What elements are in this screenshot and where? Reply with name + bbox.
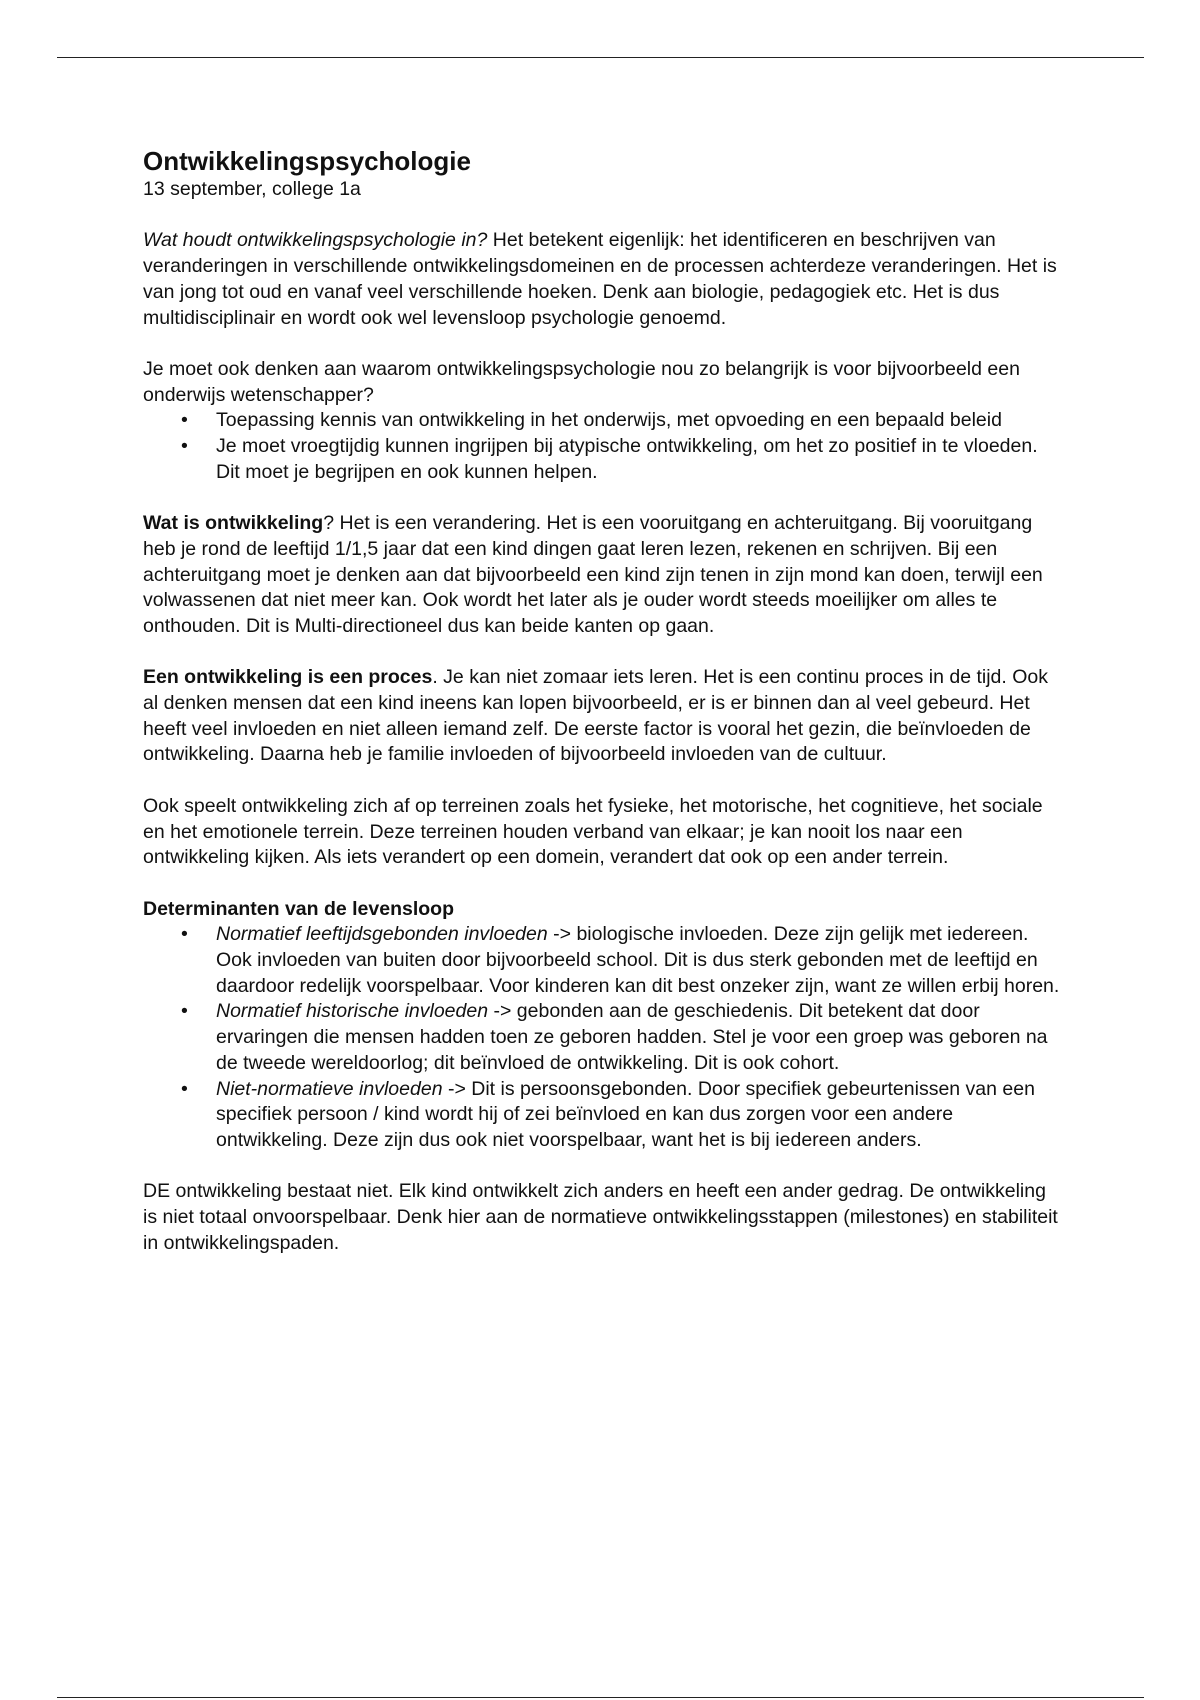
determinant-term: Niet-normatieve invloeden	[216, 1077, 443, 1100]
list-item	[143, 922, 1063, 999]
list-item	[143, 434, 1063, 485]
bullet-icon: •	[181, 1000, 188, 1023]
importance-paragraph: Je moet ook denken aan waarom ontwikkelingspsychologie nou zo belangrijk is voor bijvoorbeeld een onderwijs wetenschapper?	[143, 357, 1020, 406]
intro-paragraph	[143, 228, 1063, 331]
what-is-lead: Wat is ontwikkeling	[143, 512, 324, 535]
determinant-text: -> biologische invloeden. Deze zijn gelijk met iedereen. Ook invloeden van buiten door bijvoorbeeld school. Dit is dus sterk gebonden met de leeftijd en daardoor redelijk voorspelbaar. Voor kinderen kan dit best onzeker zijn, want ze willen erbij horen.	[216, 923, 1060, 997]
determinant-term: Normatief historische invloeden	[216, 1000, 489, 1023]
list-item-text: Je moet vroegtijdig kunnen ingrijpen bij atypische ontwikkeling, om het zo positief in te vloeden. Dit moet je begrijpen en ook kunnen helpen.	[216, 435, 1038, 483]
what-is-paragraph	[143, 511, 1063, 640]
intro-question: Wat houdt ontwikkelingspsychologie in?	[143, 229, 488, 252]
process-paragraph	[143, 665, 1063, 768]
footer-rule	[57, 1697, 1144, 1698]
list-item	[143, 1077, 1063, 1154]
document-body	[143, 145, 1063, 1282]
document-title: Ontwikkelingspsychologie	[143, 146, 471, 176]
determinants-list	[143, 922, 1063, 1153]
conclusion-paragraph: DE ontwikkeling bestaat niet. Elk kind ontwikkelt zich anders en heeft een ander gedrag. De ontwikkeling is niet totaal onvoorspelbaar. Denk hier aan de normatieve ontwikkelingsstappen (milestones) en stabiliteit in ontwikkelingspaden.	[143, 1180, 1058, 1254]
importance-list	[143, 408, 1063, 485]
bullet-icon: •	[181, 409, 188, 432]
process-lead: Een ontwikkeling is een proces	[143, 666, 433, 689]
what-is-text: ? Het is een verandering. Het is een vooruitgang en achteruitgang. Bij vooruitgang heb je rond de leeftijd 1/1,5 jaar dat een kind dingen gaat leren lezen, rekenen en schrijven. Bij een achteruitgang moet je denken aan dat bijvoorbeeld een kind zijn tenen in zijn mond kan doen, terwijl een volwassenen dat niet meer kan. Ook wordt het later als je ouder wordt steeds moeilijker om alles te onthouden. Dit is Multi-directioneel dus kan beide kanten op gaan.	[143, 512, 1043, 637]
domains-paragraph: Ook speelt ontwikkeling zich af op terreinen zoals het fysieke, het motorische, het cognitieve, het sociale en het emotionele terrein. Deze terreinen houden verband van elkaar; je kan nooit los naar een ontwikkeling kijken. Als iets verandert op een domein, verandert dat ook op een ander terrein.	[143, 794, 1043, 869]
bullet-icon: •	[181, 435, 188, 457]
document-subtitle: 13 september, college 1a	[143, 178, 361, 200]
determinant-text: -> Dit is persoonsgebonden. Door specifiek gebeurtenissen van een specifiek persoon / kind wordt hij of zei beïnvloed en kan dus zorgen voor een andere ontwikkeling. Deze zijn dus ook niet voorspelbaar, want het is bij iedereen anders.	[216, 1077, 1035, 1151]
determinant-text: -> gebonden aan de geschiedenis. Dit betekent dat door ervaringen die mensen hadden toen ze geboren hadden. Stel je voor een groep was geboren na de tweede wereldoorlog; dit beïnvloed de ontwikkeling. Dit is ook cohort.	[216, 1000, 1048, 1074]
bullet-icon: •	[181, 1077, 188, 1100]
list-item	[143, 408, 1063, 434]
list-item	[143, 999, 1063, 1076]
process-text: . Je kan niet zomaar iets leren. Het is een continu proces in de tijd. Ook al denken mensen dat een kind ineens kan lopen bijvoorbeeld, er is er binnen dan al veel gebeurd. Het heeft veel invloeden en niet alleen iemand zelf. De eerste factor is vooral het gezin, die beïnvloeden de ontwikkeling. Daarna heb je familie invloeden of bijvoorbeeld invloeden van de cultuur.	[143, 666, 1048, 766]
intro-text: Het betekent eigenlijk: het identificeren en beschrijven van veranderingen in verschillende ontwikkelingsdomeinen en de processen achterdeze veranderingen. Het is van jong tot oud en vanaf veel verschillende hoeken. Denk aan biologie, pedagogiek etc. Het is dus multidisciplinair en wordt ook wel levensloop psychologie genoemd.	[143, 229, 1057, 329]
determinant-term: Normatief leeftijdsgebonden invloeden	[216, 923, 548, 946]
determinants-heading: Determinanten van de levensloop	[143, 897, 455, 920]
header-rule	[57, 57, 1144, 58]
bullet-icon: •	[181, 923, 188, 946]
list-item-text: Toepassing kennis van ontwikkeling in het onderwijs, met opvoeding en een bepaald beleid	[216, 409, 1002, 432]
